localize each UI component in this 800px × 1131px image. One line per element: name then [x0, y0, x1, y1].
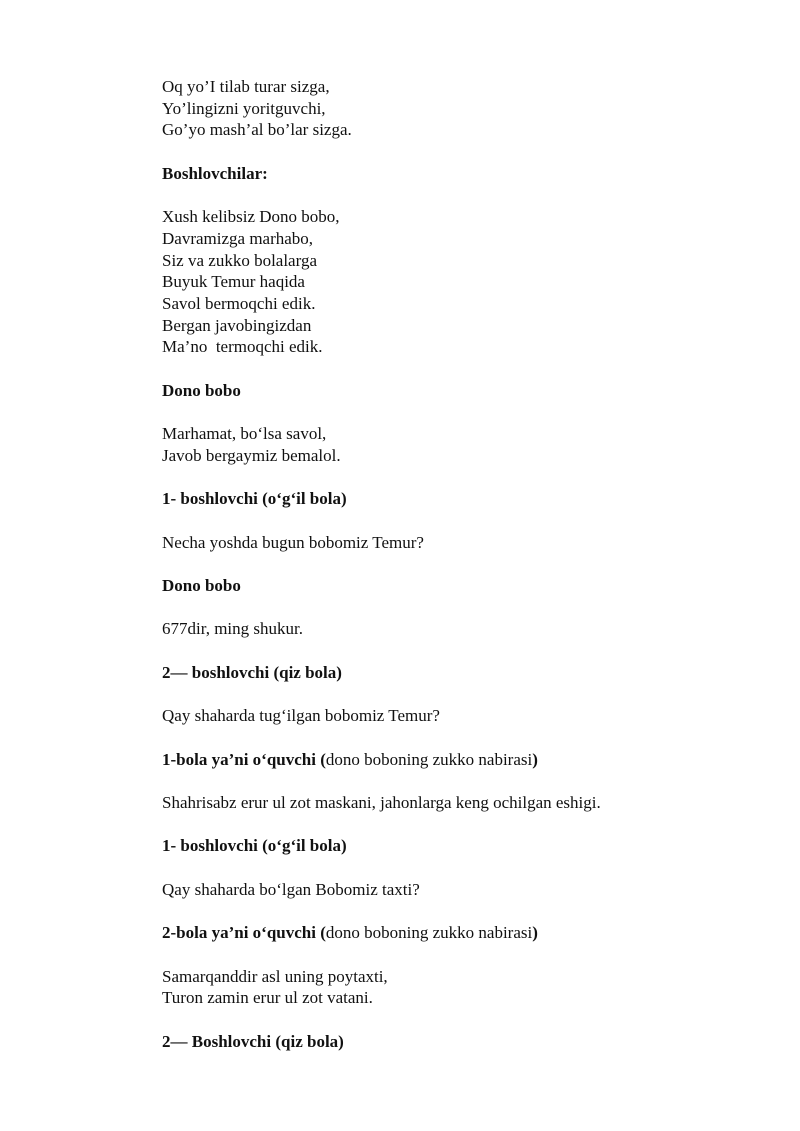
- speaker-heading: 2— boshlovchi (qiz bola): [162, 662, 342, 682]
- verse-line: Siz va zukko bolalarga: [162, 250, 318, 270]
- dialogue-line: Qay shaharda tug‘ilgan bobomiz Temur?: [162, 706, 440, 726]
- verse-line: Oq yo’I tilab turar sizga,: [162, 77, 330, 96]
- verse-line: Ma’no termoqchi edik.: [162, 337, 323, 357]
- blank-line: [162, 402, 762, 424]
- blank-line: [162, 185, 762, 207]
- verse-line: Javob bergaymiz bemalol.: [162, 445, 341, 465]
- blank-line: [162, 770, 762, 792]
- document-page: [162, 76, 762, 1052]
- speaker-heading-bold: ): [532, 749, 538, 769]
- blank-line: [162, 857, 762, 879]
- speaker-heading-note: dono boboning zukko nabirasi: [325, 749, 533, 769]
- verse-line: Yo’lingizni yoritguvchi,: [162, 98, 326, 118]
- speaker-heading-bold: 1-bola ya’ni o‘quvchi (: [162, 749, 326, 769]
- verse-line: Buyuk Temur haqida: [162, 272, 305, 292]
- blank-line: [162, 684, 762, 706]
- speaker-heading: [162, 749, 762, 771]
- speaker-heading: Boshlovchilar:: [162, 163, 268, 183]
- dialogue-line: Qay shaharda bo‘lgan Bobomiz taxti?: [162, 879, 420, 899]
- blank-line: [162, 1009, 762, 1031]
- verse-line: Turon zamin erur ul zot vatani.: [162, 988, 373, 1008]
- welcome-stanza: [162, 206, 762, 358]
- blank-line: [162, 944, 762, 966]
- speaker-heading: [162, 922, 762, 944]
- verse-line: Samarqanddir asl uning poytaxti,: [162, 966, 388, 986]
- blank-line: [162, 901, 762, 923]
- speaker-heading-bold: ): [532, 923, 538, 943]
- dialogue-line: Shahrisabz erur ul zot maskani, jahonlarga keng ochilgan eshigi.: [162, 793, 601, 813]
- verse-line: Davramizga marhabo,: [162, 228, 314, 248]
- blank-line: [162, 467, 762, 489]
- speaker-heading: Dono bobo: [162, 380, 241, 400]
- verse-line: Savol bermoqchi edik.: [162, 294, 316, 313]
- speaker-heading-note: dono boboning zukko nabirasi: [325, 923, 533, 943]
- speaker-heading: 1- boshlovchi (o‘g‘il bola): [162, 836, 347, 856]
- dialogue-line: Necha yoshda bugun bobomiz Temur?: [162, 532, 424, 552]
- blank-line: [162, 510, 762, 532]
- verse-line: Bergan javobingizdan: [162, 315, 312, 335]
- blank-line: [162, 553, 762, 575]
- blank-line: [162, 141, 762, 163]
- intro-stanza: [162, 76, 762, 141]
- verse-line: Go’yo mash’al bo’lar sizga.: [162, 120, 352, 140]
- speaker-heading: 2— Boshlovchi (qiz bola): [162, 1031, 344, 1051]
- verse-line: Marhamat, bo‘lsa savol,: [162, 424, 327, 444]
- blank-line: [162, 597, 762, 619]
- speaker-heading-bold: 2-bola ya’ni o‘quvchi (: [162, 923, 326, 943]
- blank-line: [162, 814, 762, 836]
- dialogue-line: 677dir, ming shukur.: [162, 619, 303, 639]
- dono-reply-stanza: [162, 423, 762, 466]
- speaker-heading: Dono bobo: [162, 576, 241, 596]
- bola2-reply-stanza: [162, 966, 762, 1009]
- blank-line: [162, 358, 762, 380]
- verse-line: Xush kelibsiz Dono bobo,: [162, 207, 340, 227]
- blank-line: [162, 727, 762, 749]
- blank-line: [162, 640, 762, 662]
- speaker-heading: 1- boshlovchi (o‘g‘il bola): [162, 489, 347, 509]
